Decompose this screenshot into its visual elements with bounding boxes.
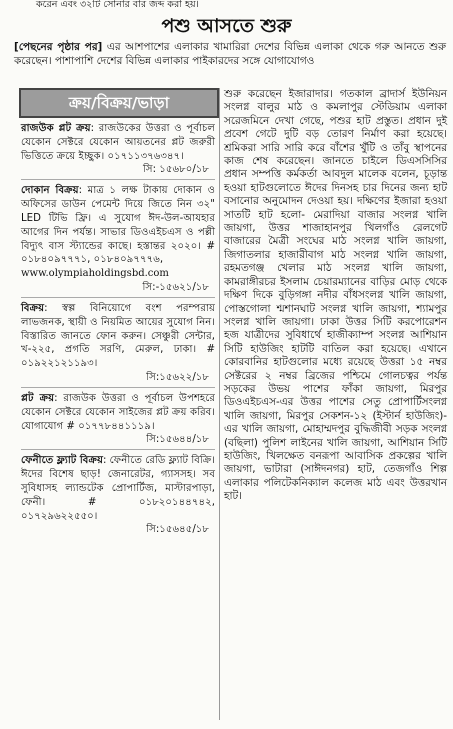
article-intro xyxy=(14,40,446,68)
previous-article-tail: করেন এবং ৩২টি সোনার বার জব্দ করা হয়। xyxy=(36,0,199,10)
ad-body: : ফেনীতে রেডি ফ্ল্যাট বিক্রি। ঈদের বিশেষ ছাড়! জেনারেটর, গ্যাসসহ। সব সুবিধাসহ ল্যান্ডটেক প্রোপার্টিজ, মাস্টারপাড়া, ফেনী। # ০১৮২০১৪৪৭৪২, ০১৭২৯৬২২৫৫০। xyxy=(21,455,216,522)
classified-ad xyxy=(19,392,219,450)
ad-reference: সি:-১৫৬২১/১৮ xyxy=(142,281,209,293)
ad-title: ফেনীতে ফ্ল্যাট বিক্রয় xyxy=(21,455,103,467)
continuation-marker: [পেছনের পৃষ্ঠার পর] xyxy=(14,41,103,53)
classified-ads-column xyxy=(19,88,220,720)
ad-title: দোকান বিক্রয় xyxy=(21,185,79,197)
ad-title: রাজউক প্লট ক্রয় xyxy=(21,123,91,134)
ad-reference: সি: ১৫৬৮০/১৮ xyxy=(142,164,209,176)
classified-heading: ক্রয়/বিক্রয়/ভাড়া xyxy=(19,88,219,118)
ad-divider xyxy=(21,449,215,450)
ad-divider xyxy=(21,387,215,388)
ad-title: বিক্রয় xyxy=(21,302,45,314)
ad-body: : রাজউক উত্তরা ও পূর্বাচল উপশহরে যেকোন সেক্টরে যেকোন সাইজের প্লট ক্রয় করিব। যোগাযোগ # ০১৭৭৮৪৪১১১৯। xyxy=(21,392,215,432)
classified-ad xyxy=(19,122,219,180)
ad-body: : রাজউকের উত্তরা ও পূর্বাচল যেকোন সেক্টরে যেকোন আয়তনের প্লট জরুরী ভিত্তিতে ক্রয়ে ইচ্ছুক। ০১৭১১৩৭৬৩৪৭। xyxy=(21,123,215,162)
classified-ad xyxy=(19,184,219,298)
ad-reference: সি:১৫৬২২/১৮ xyxy=(146,371,209,383)
ad-body: : মাত্র ১ লক্ষ টাকায় দোকান ও অফিসের ডাউন পেমেন্ট দিয়ে জিতে নিন ৩২" LED টিভি ফ্রি। এ সুযোগ ঈদ-উল-আযহার আগের দিন পর্যন্ত। সাভার ডিওএইচএস ও পল্লী বিদ্যুৎ বাস স্ট্যান্ডের কাছে। হস্তান্তর ২০২০। # ০১৮৪০৯৭৭৭১, ০১৮৪০৯৭৭৭৬, xyxy=(21,185,215,266)
article-body: শুরু করেছেন ইজারাদার। গতকাল ব্রাদার্স ইউনিয়ন সংলগ্ন বালুর মাঠ ও কমলাপুর স্টেডিয়াম এলাকা সরেজমিনে দেখা গেছে, পশুর হাট প্রস্তুত। প্রধান দুই প্রবেশ গেটে দুটি বড় তোরণ নির্মাণ করা হয়েছে। শ্রমিকরা সারি সারি করে বাঁশের খুঁটি ও তাঁবু স্থাপনের কাজ শেষ করেছেন। জানতে চাইলে ডিএসসিসির প্রধান সম্পত্তি কর্মকর্তা আবদুল মালেক বলেন, চূড়ান্ত হওয়া হাটগুলোতে ঈদের দিনসহ চার দিনের জন্য হাট বসানোর অনুমোদন দেওয়া হয়। দক্ষিণের ইজারা হওয়া সাতটি হাট হলো- মেরাদিয়া বাজার সংলগ্ন খালি জায়গা, উত্তর শাজাহানপুর খিলগাঁও রেলগেট বাজারের মৈত্রী সংঘের মাঠ সংলগ্ন খালি জায়গা, জিগাতলার হাজারীবাগ মাঠ সংলগ্ন খালি জায়গা, রহমতগঞ্জ খেলার মাঠ সংলগ্ন খালি জায়গা, কামরাঙ্গীরচর ইসলাম চেয়ারম্যানের বাড়ির মোড় থেকে দক্ষিণ দিকে বুড়িগঙ্গা নদীর বাঁধসংলগ্ন খালি জায়গা, পোস্তগোলা শ্মশানঘাট সংলগ্ন খালি জায়গা, শ্যামপুর সংলগ্ন খালি জায়গা। ঢাকা উত্তর সিটি করপোরেশন হজ যাত্রীদের সুবিধার্থে হাজীক্যাম্প সংলগ্ন আশিয়ান সিটি হাউজিং হাটটি বাতিল করা হয়েছে। এখানে কোরবানির হাটগুলোর মধ্যে রয়েছে উত্তরা ১৫ নম্বর সেক্টরের ২ নম্বর ব্রিজের পশ্চিমে গোলচত্বর পর্যন্ত সড়কের উভয় পাশের ফাঁকা জায়গা, মিরপুর ডিওএইচএস-এর উত্তর পাশের সেতু প্রোপার্টিসংলগ্ন খালি জায়গা, মিরপুর সেকশন-১২ (ইস্টার্ন হাউজিং)-এর খালি জায়গা, মোহাম্মদপুর বুদ্ধিজীবী সড়ক সংলগ্ন (বছিলা) পুলিশ লাইনের খালি জায়গা, আশিয়ান সিটি হাউজিং, খিলক্ষেত বনরূপা আবাসিক প্রকল্পের খালি জায়গা, ভাটারা (সাঈদনগর) হাট, তেজগাঁও শিল্প এলাকার পলিটেকনিক্যাল কলেজ মাঠ এবং উত্তরখান হাট। xyxy=(224,88,447,503)
ad-title: প্লট ক্রয় xyxy=(21,392,55,404)
ad-reference: সি:১৫৬৪৪/১৮ xyxy=(146,434,209,446)
classified-ad xyxy=(19,302,219,388)
article-headline: পশু আসতে শুরু xyxy=(161,15,292,37)
classified-ad xyxy=(19,454,219,537)
ad-body: : স্বল্প বিনিয়োগে বংশ পরম্পরায় লাভজনক, স্থায়ী ও নিয়মিত আয়ের সুযোগ নিন। বিস্তারিত জানতে ফোন করুন। সেঞ্চুরী সেন্টার, খ-২২৫, প্রগতি সরণি, মেরুল, ঢাকা। # ০১৯২২১২১১৯৩। xyxy=(21,302,215,370)
ad-divider xyxy=(21,179,215,180)
ad-reference: সি:১৫৬৪৫/১৮ xyxy=(146,524,209,536)
intro-text: এর আশপাশের এলাকার খামারিরা দেশের বিভিন্ন এলাকা থেকে গরু আনতে শুরু করেছেন। পাশাপাশি দেশের বিভিন্ন এলাকার পাইকারদের সঙ্গে যোগাযোগও xyxy=(14,41,446,68)
ad-website-link[interactable]: www.olympiaholdingsbd.com xyxy=(21,268,169,280)
ad-divider xyxy=(21,297,215,298)
